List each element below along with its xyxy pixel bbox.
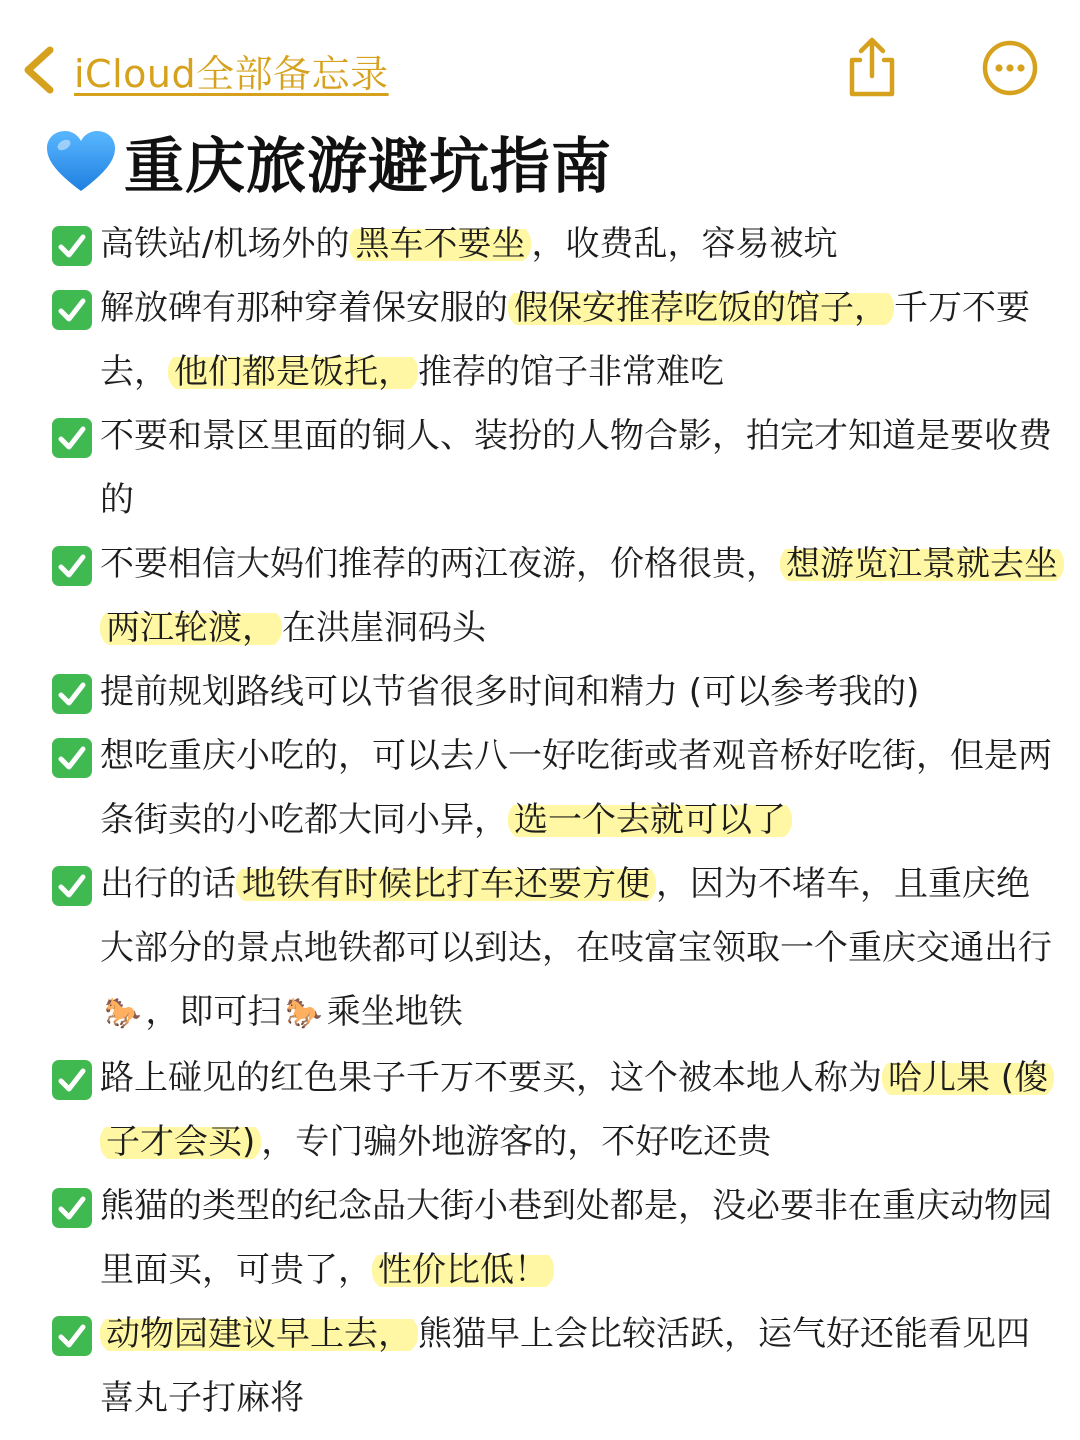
item-text: ，专门骗外地游客的，不好吃还贵 [261,1122,772,1162]
item-text: 熊猫早上会比较活跃，运气好还能看见四喜丸子打麻将 [100,1314,1030,1418]
check-mark-icon [52,738,92,778]
list-item [50,852,1060,1046]
highlighted-text: 黑车不要坐 [349,224,531,264]
horse-icon: 🐎 [104,996,142,1031]
item-text: ，即可扫 [145,992,282,1032]
highlighted-text: 选一个去就可以了 [508,800,792,840]
list-item [50,660,1060,724]
ellipsis-circle-icon [982,40,1038,96]
tips-list [50,212,1060,1430]
note-title-text: 重庆旅游避坑指南 [124,132,612,202]
back-button[interactable] [20,40,389,100]
check-mark-icon [52,418,92,458]
list-item [50,724,1060,852]
item-text: 高铁站/机场外的 [100,224,350,264]
note-title [44,122,612,202]
list-item [50,1174,1060,1302]
item-text: 不要相信大妈们推荐的两江夜游，价格很贵， [100,544,780,584]
item-text: 不要和景区里面的铜人、装扮的人物合影，拍完才知道是要收费的 [100,416,1052,520]
list-item [50,1046,1060,1174]
highlighted-text: 哈儿果 (傻子才会买) [100,1058,1054,1162]
list-item [50,212,1060,276]
list-item [50,404,1060,532]
check-mark-icon [52,1316,92,1356]
item-text: 提前规划路线可以节省很多时间和精力 (可以参考我的) [100,672,920,712]
highlighted-text: 动物园建议早上去， [100,1314,418,1354]
check-mark-icon [52,866,92,906]
item-text: 路上碰见的红色果子千万不要买，这个被本地人称为 [100,1058,882,1098]
highlighted-text: 假保安推荐吃饭的馆子， [508,288,894,328]
list-item [50,1302,1060,1430]
highlighted-text: 他们都是饭托， [168,352,418,392]
list-item [50,276,1060,404]
check-mark-icon [52,290,92,330]
highlighted-text: 性价比低！ [372,1250,554,1290]
check-mark-icon [52,1060,92,1100]
check-mark-icon [52,226,92,266]
item-text: 想吃重庆小吃的，可以去八一好吃街或者观音桥好吃街，但是两条街卖的小吃都大同小异， [100,736,1052,840]
check-mark-icon [52,674,92,714]
item-text: 千万不要去， [100,288,1030,392]
horse-icon: 🐎 [285,996,323,1031]
item-text: 推荐的馆子非常难吃 [418,352,724,392]
share-button[interactable] [842,36,902,100]
item-text: 解放碑有那种穿着保安服的 [100,288,508,328]
item-text: 在洪崖洞码头 [282,608,486,648]
more-button[interactable] [982,40,1038,96]
blue-heart-icon [44,129,118,195]
item-text: ，收费乱，容易被坑 [531,224,838,264]
highlighted-text: 地铁有时候比打车还要方便 [236,864,656,904]
item-text: 乘坐地铁 [326,992,463,1032]
item-text: 出行的话 [100,864,236,904]
item-text: ，因为不堵车，且重庆绝大部分的景点地铁都可以到达，在吱富宝领取一个重庆交通出行 [100,864,1052,968]
share-icon [842,36,902,100]
check-mark-icon [52,1188,92,1228]
list-item [50,532,1060,660]
back-label: iCloud全部备忘录 [74,51,389,96]
highlighted-text: 想游览江景就去坐两江轮渡， [100,544,1064,648]
chevron-left-icon [20,42,60,98]
navigation-bar [0,0,1080,120]
item-text: 熊猫的类型的纪念品大街小巷到处都是，没必要非在重庆动物园里面买，可贵了， [100,1186,1052,1290]
check-mark-icon [52,546,92,586]
